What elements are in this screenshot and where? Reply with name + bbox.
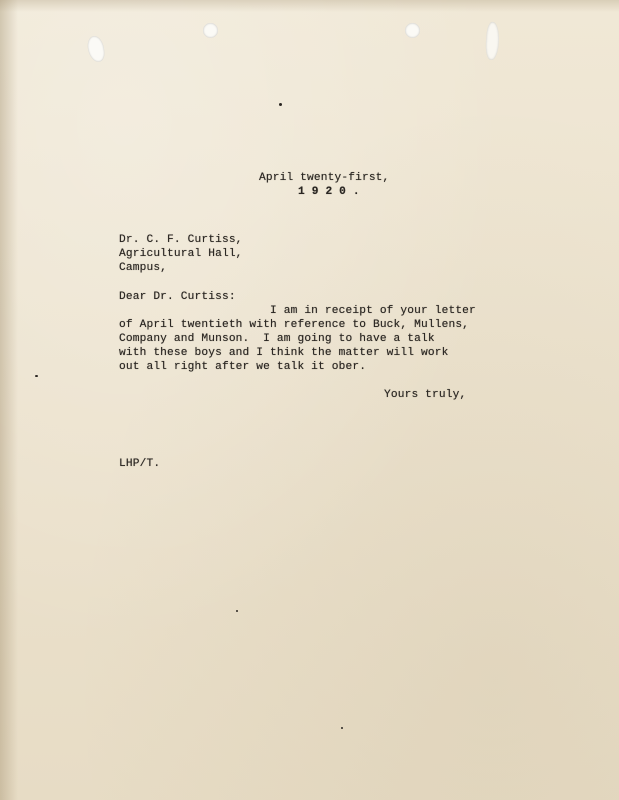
body-line: of April twentieth with reference to Buck, Mullens, <box>119 319 470 331</box>
ink-speck <box>341 727 343 729</box>
salutation: Dear Dr. Curtiss: <box>119 291 236 303</box>
paper-top-shadow <box>0 0 619 12</box>
typist-initials: LHP/T. <box>119 458 161 470</box>
punch-hole <box>405 23 420 38</box>
body-line: out all right after we talk it ober. <box>119 361 367 373</box>
punch-hole <box>203 23 218 38</box>
ink-speck <box>279 103 282 106</box>
recipient-name: Dr. C. F. Curtiss, <box>119 234 243 246</box>
date-year: 1 9 2 0 . <box>298 186 360 198</box>
body-line: Company and Munson. I am going to have a talk <box>119 333 435 345</box>
ink-speck <box>236 610 238 612</box>
ink-speck <box>35 375 38 377</box>
body-line: I am in receipt of your letter <box>270 305 476 317</box>
paper-edge-shadow <box>0 0 18 800</box>
closing: Yours truly, <box>384 389 467 401</box>
recipient-building: Agricultural Hall, <box>119 248 243 260</box>
date-line: April twenty-first, <box>259 172 390 184</box>
torn-punch-hole <box>485 22 501 61</box>
body-line: with these boys and I think the matter will work <box>119 347 449 359</box>
recipient-location: Campus, <box>119 262 168 274</box>
torn-punch-hole <box>86 35 105 63</box>
